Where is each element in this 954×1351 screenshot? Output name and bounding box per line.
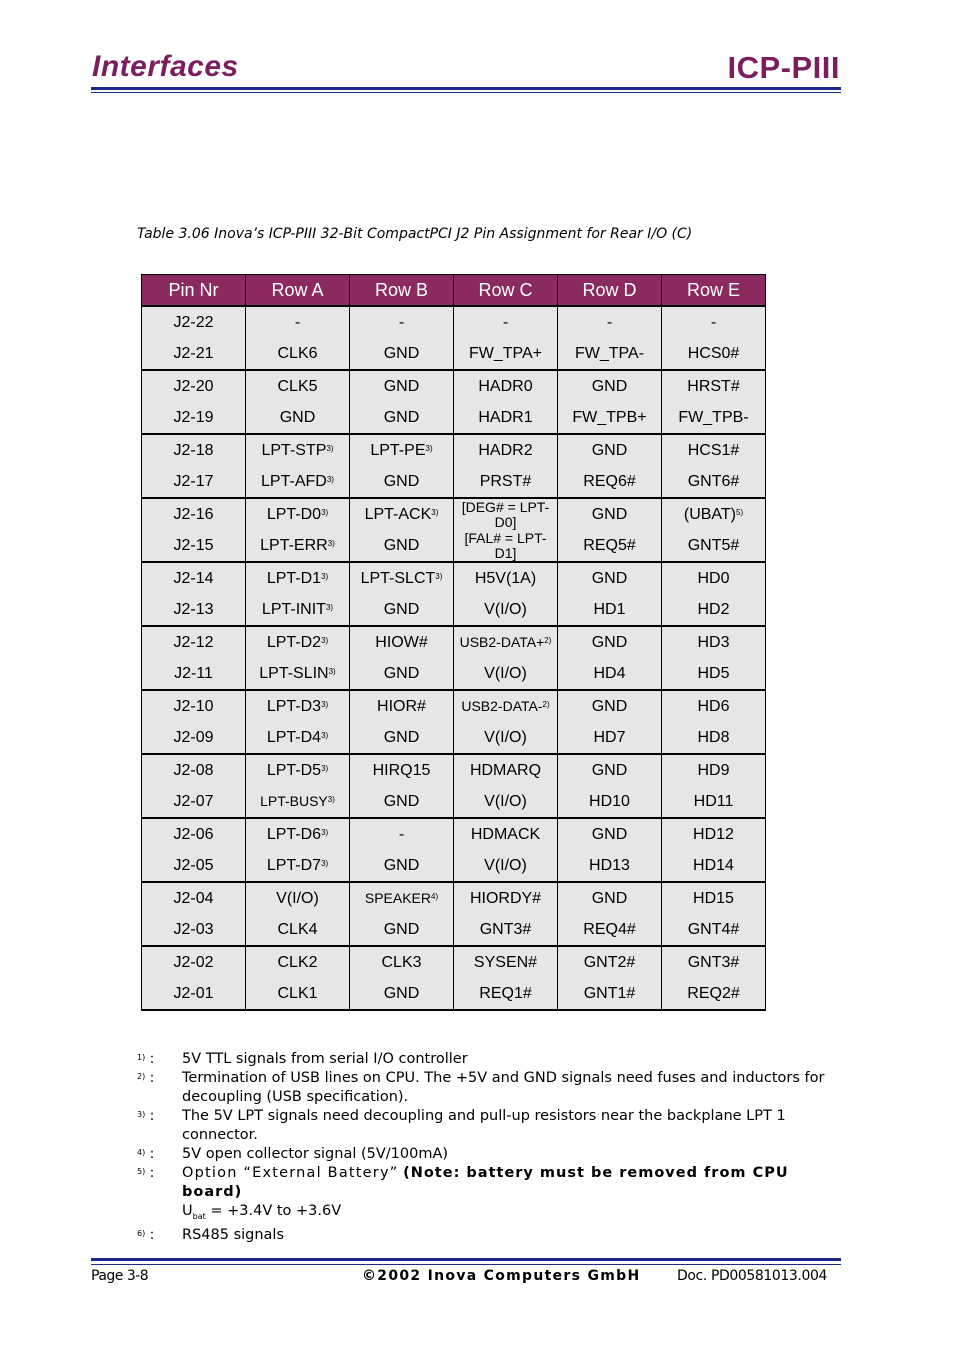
table-row xyxy=(142,914,766,946)
table-row xyxy=(142,530,766,562)
cell-row-c: HADR0 xyxy=(454,370,558,402)
table-row xyxy=(142,306,766,338)
cell-row-a: LPT-STP$^{3)}$ xyxy=(246,434,350,466)
cell-pin: J2-19 xyxy=(142,402,246,434)
table-row xyxy=(142,690,766,722)
cell-pin: J2-15 xyxy=(142,530,246,562)
cell-row-d: HD1 xyxy=(558,594,662,626)
footnote: $^{1)}$ : 5V TTL signals from serial I/O controller xyxy=(137,1050,827,1069)
cell-row-c: GNT3# xyxy=(454,914,558,946)
table-row xyxy=(142,370,766,402)
cell-row-a: CLK1 xyxy=(246,978,350,1010)
cell-row-c: [FAL# = LPT-D1] xyxy=(454,530,558,562)
cell-row-e: GNT6# xyxy=(662,466,766,498)
cell-row-d: GND xyxy=(558,562,662,594)
cell-pin: J2-01 xyxy=(142,978,246,1010)
cell-row-e: HD2 xyxy=(662,594,766,626)
table-row xyxy=(142,786,766,818)
cell-pin: J2-21 xyxy=(142,338,246,370)
cell-row-d: GND xyxy=(558,626,662,658)
cell-row-b: HIOW# xyxy=(350,626,454,658)
footnote: $^{2)}$ : Termination of USB lines on CPU. The +5V and GND signals need fuses and inductors for decoupling (USB specification). xyxy=(137,1069,827,1107)
cell-row-a: LPT-AFD$^{3)}$ xyxy=(246,466,350,498)
cell-row-e: HCS1# xyxy=(662,434,766,466)
cell-row-d: GND xyxy=(558,498,662,530)
cell-row-a: CLK2 xyxy=(246,946,350,978)
cell-row-e: (UBAT)$^{5)}$ xyxy=(662,498,766,530)
footnote-text: 5V TTL signals from serial I/O controller xyxy=(182,1051,468,1067)
cell-pin: J2-18 xyxy=(142,434,246,466)
cell-row-b: GND xyxy=(350,658,454,690)
table-row xyxy=(142,466,766,498)
footer-rule xyxy=(91,1258,841,1261)
cell-pin: J2-12 xyxy=(142,626,246,658)
cell-row-c: USB2-DATA-$^{2)}$ xyxy=(454,690,558,722)
cell-row-d: GND xyxy=(558,754,662,786)
cell-row-b: - xyxy=(350,818,454,850)
cell-row-d: HD7 xyxy=(558,722,662,754)
cell-pin: J2-04 xyxy=(142,882,246,914)
cell-row-e: HD12 xyxy=(662,818,766,850)
cell-row-b: GND xyxy=(350,786,454,818)
cell-pin: J2-02 xyxy=(142,946,246,978)
footnote-text: 5V open collector signal (5V/100mA) xyxy=(182,1146,449,1162)
cell-row-a: LPT-ERR$^{3)}$ xyxy=(246,530,350,562)
cell-row-d: FW_TPB+ xyxy=(558,402,662,434)
cell-row-c: HIORDY# xyxy=(454,882,558,914)
page-number: Page 3-8 xyxy=(91,1268,149,1284)
footnote: $^{4)}$ : 5V open collector signal (5V/100mA) xyxy=(137,1145,827,1164)
table-row xyxy=(142,402,766,434)
cell-row-a: CLK5 xyxy=(246,370,350,402)
cell-row-d: HD4 xyxy=(558,658,662,690)
section-title: Interfaces xyxy=(92,50,239,83)
table-row xyxy=(142,946,766,978)
cell-row-c: SYSEN# xyxy=(454,946,558,978)
cell-row-a: LPT-D6$^{3)}$ xyxy=(246,818,350,850)
table-row xyxy=(142,754,766,786)
cell-row-e: REQ2# xyxy=(662,978,766,1010)
cell-row-a: LPT-BUSY$^{3)}$ xyxy=(246,786,350,818)
cell-row-b: GND xyxy=(350,850,454,882)
cell-row-d: REQ4# xyxy=(558,914,662,946)
cell-row-c: HADR2 xyxy=(454,434,558,466)
cell-row-a: - xyxy=(246,306,350,338)
cell-pin: J2-10 xyxy=(142,690,246,722)
cell-pin: J2-08 xyxy=(142,754,246,786)
cell-row-a: GND xyxy=(246,402,350,434)
cell-pin: J2-14 xyxy=(142,562,246,594)
footnote-text: Termination of USB lines on CPU. The +5V and GND signals need fuses and inductors for decoupling (USB specification). xyxy=(182,1070,825,1105)
cell-row-c: FW_TPA+ xyxy=(454,338,558,370)
cell-pin: J2-11 xyxy=(142,658,246,690)
footnote: $^{3)}$ : The 5V LPT signals need decoupling and pull-up resistors near the backplane LPT 1 connector. xyxy=(137,1107,827,1145)
cell-row-a: LPT-SLIN$^{3)}$ xyxy=(246,658,350,690)
cell-row-b: GND xyxy=(350,370,454,402)
cell-row-d: GNT1# xyxy=(558,978,662,1010)
cell-row-e: HD9 xyxy=(662,754,766,786)
cell-row-d: REQ6# xyxy=(558,466,662,498)
cell-row-d: GNT2# xyxy=(558,946,662,978)
cell-row-a: V(I/O) xyxy=(246,882,350,914)
cell-row-a: LPT-D4$^{3)}$ xyxy=(246,722,350,754)
header-row-d: Row D xyxy=(558,275,662,307)
cell-pin: J2-09 xyxy=(142,722,246,754)
cell-row-d: GND xyxy=(558,882,662,914)
cell-row-e: GNT5# xyxy=(662,530,766,562)
cell-row-a: CLK6 xyxy=(246,338,350,370)
cell-row-b: LPT-SLCT$^{3)}$ xyxy=(350,562,454,594)
cell-row-c: [DEG# = LPT-D0] xyxy=(454,498,558,530)
footnote-text: Option “External Battery” (Note: battery must be removed from CPU board) $U_{bat} = +3.4V$ to +3.6V xyxy=(182,1165,789,1221)
cell-row-e: GNT3# xyxy=(662,946,766,978)
cell-row-c: - xyxy=(454,306,558,338)
cell-row-e: HD3 xyxy=(662,626,766,658)
cell-row-e: HD5 xyxy=(662,658,766,690)
cell-row-d: GND xyxy=(558,818,662,850)
cell-row-a: LPT-D0$^{3)}$ xyxy=(246,498,350,530)
cell-row-b: HIRQ15 xyxy=(350,754,454,786)
footnote-text: RS485 signals xyxy=(182,1226,285,1243)
doc-number: Doc. PD00581013.004 xyxy=(677,1268,827,1284)
product-name: ICP-PIII xyxy=(727,50,840,85)
cell-row-a: LPT-D1$^{3)}$ xyxy=(246,562,350,594)
cell-row-b: GND xyxy=(350,722,454,754)
cell-row-b: CLK3 xyxy=(350,946,454,978)
cell-row-c: HDMARQ xyxy=(454,754,558,786)
footnote-text: The 5V LPT signals need decoupling and pull-up resistors near the backplane LPT 1 connector. xyxy=(182,1108,786,1143)
cell-row-b: LPT-ACK$^{3)}$ xyxy=(350,498,454,530)
table-row xyxy=(142,722,766,754)
cell-row-d: GND xyxy=(558,434,662,466)
cell-pin: J2-20 xyxy=(142,370,246,402)
cell-pin: J2-17 xyxy=(142,466,246,498)
cell-row-e: GNT4# xyxy=(662,914,766,946)
cell-row-c: V(I/O) xyxy=(454,594,558,626)
table-row xyxy=(142,434,766,466)
table-row xyxy=(142,626,766,658)
cell-row-b: - xyxy=(350,306,454,338)
header-row-e: Row E xyxy=(662,275,766,307)
table-row xyxy=(142,850,766,882)
cell-row-e: HD14 xyxy=(662,850,766,882)
cell-pin: J2-06 xyxy=(142,818,246,850)
table-row xyxy=(142,338,766,370)
cell-row-a: LPT-INIT$^{3)}$ xyxy=(246,594,350,626)
header-pin-nr: Pin Nr xyxy=(142,275,246,307)
table-row xyxy=(142,978,766,1010)
pin-assignment-table xyxy=(141,274,766,1011)
footnote: $^{5)}$ : Option “External Battery” (Note: battery must be removed from CPU board) $U_{bat} = +3.4V$ to +3.6V xyxy=(137,1164,827,1226)
cell-row-c: PRST# xyxy=(454,466,558,498)
cell-row-b: GND xyxy=(350,978,454,1010)
cell-row-a: LPT-D2$^{3)}$ xyxy=(246,626,350,658)
cell-row-e: HCS0# xyxy=(662,338,766,370)
cell-row-c: V(I/O) xyxy=(454,850,558,882)
table-row xyxy=(142,818,766,850)
cell-row-a: LPT-D3$^{3)}$ xyxy=(246,690,350,722)
cell-row-c: HDMACK xyxy=(454,818,558,850)
cell-pin: J2-16 xyxy=(142,498,246,530)
cell-row-b: GND xyxy=(350,530,454,562)
header-row-a: Row A xyxy=(246,275,350,307)
cell-row-a: LPT-D5$^{3)}$ xyxy=(246,754,350,786)
cell-row-d: FW_TPA- xyxy=(558,338,662,370)
footer-rule-thin xyxy=(91,1264,841,1265)
table-row xyxy=(142,658,766,690)
cell-row-c: V(I/O) xyxy=(454,786,558,818)
table-row xyxy=(142,562,766,594)
cell-row-b: GND xyxy=(350,914,454,946)
cell-row-a: CLK4 xyxy=(246,914,350,946)
cell-row-e: HD11 xyxy=(662,786,766,818)
cell-row-e: HRST# xyxy=(662,370,766,402)
cell-row-b: GND xyxy=(350,466,454,498)
cell-row-b: LPT-PE$^{3)}$ xyxy=(350,434,454,466)
header-rule-thin xyxy=(91,92,841,93)
cell-row-d: HD13 xyxy=(558,850,662,882)
table-row xyxy=(142,594,766,626)
footnote: $^{6)}$ : RS485 signals xyxy=(137,1226,827,1245)
cell-row-b: GND xyxy=(350,338,454,370)
cell-row-e: HD0 xyxy=(662,562,766,594)
cell-row-d: HD10 xyxy=(558,786,662,818)
copyright: ©2002 Inova Computers GmbH xyxy=(362,1268,641,1284)
cell-pin: J2-03 xyxy=(142,914,246,946)
header-row-b: Row B xyxy=(350,275,454,307)
footnotes xyxy=(137,1050,827,1245)
cell-row-d: GND xyxy=(558,370,662,402)
cell-row-c: USB2-DATA+$^{2)}$ xyxy=(454,626,558,658)
cell-row-d: REQ5# xyxy=(558,530,662,562)
cell-row-e: HD6 xyxy=(662,690,766,722)
cell-pin: J2-13 xyxy=(142,594,246,626)
cell-row-d: - xyxy=(558,306,662,338)
cell-pin: J2-22 xyxy=(142,306,246,338)
cell-row-b: SPEAKER$^{4)}$ xyxy=(350,882,454,914)
cell-row-c: H5V(1A) xyxy=(454,562,558,594)
table-caption: Table 3.06 Inova’s ICP-PIII 32-Bit CompactPCI J2 Pin Assignment for Rear I/O (C) xyxy=(137,226,693,242)
cell-row-e: HD15 xyxy=(662,882,766,914)
table-row xyxy=(142,882,766,914)
table-row xyxy=(142,498,766,530)
cell-row-b: GND xyxy=(350,594,454,626)
cell-row-b: HIOR# xyxy=(350,690,454,722)
cell-row-c: REQ1# xyxy=(454,978,558,1010)
cell-row-e: HD8 xyxy=(662,722,766,754)
cell-row-c: V(I/O) xyxy=(454,658,558,690)
cell-row-c: V(I/O) xyxy=(454,722,558,754)
cell-pin: J2-05 xyxy=(142,850,246,882)
cell-row-a: LPT-D7$^{3)}$ xyxy=(246,850,350,882)
cell-pin: J2-07 xyxy=(142,786,246,818)
cell-row-c: HADR1 xyxy=(454,402,558,434)
cell-row-d: GND xyxy=(558,690,662,722)
table-header-row xyxy=(142,275,766,307)
header-row-c: Row C xyxy=(454,275,558,307)
header-rule xyxy=(91,87,841,90)
cell-row-e: - xyxy=(662,306,766,338)
cell-row-b: GND xyxy=(350,402,454,434)
cell-row-e: FW_TPB- xyxy=(662,402,766,434)
